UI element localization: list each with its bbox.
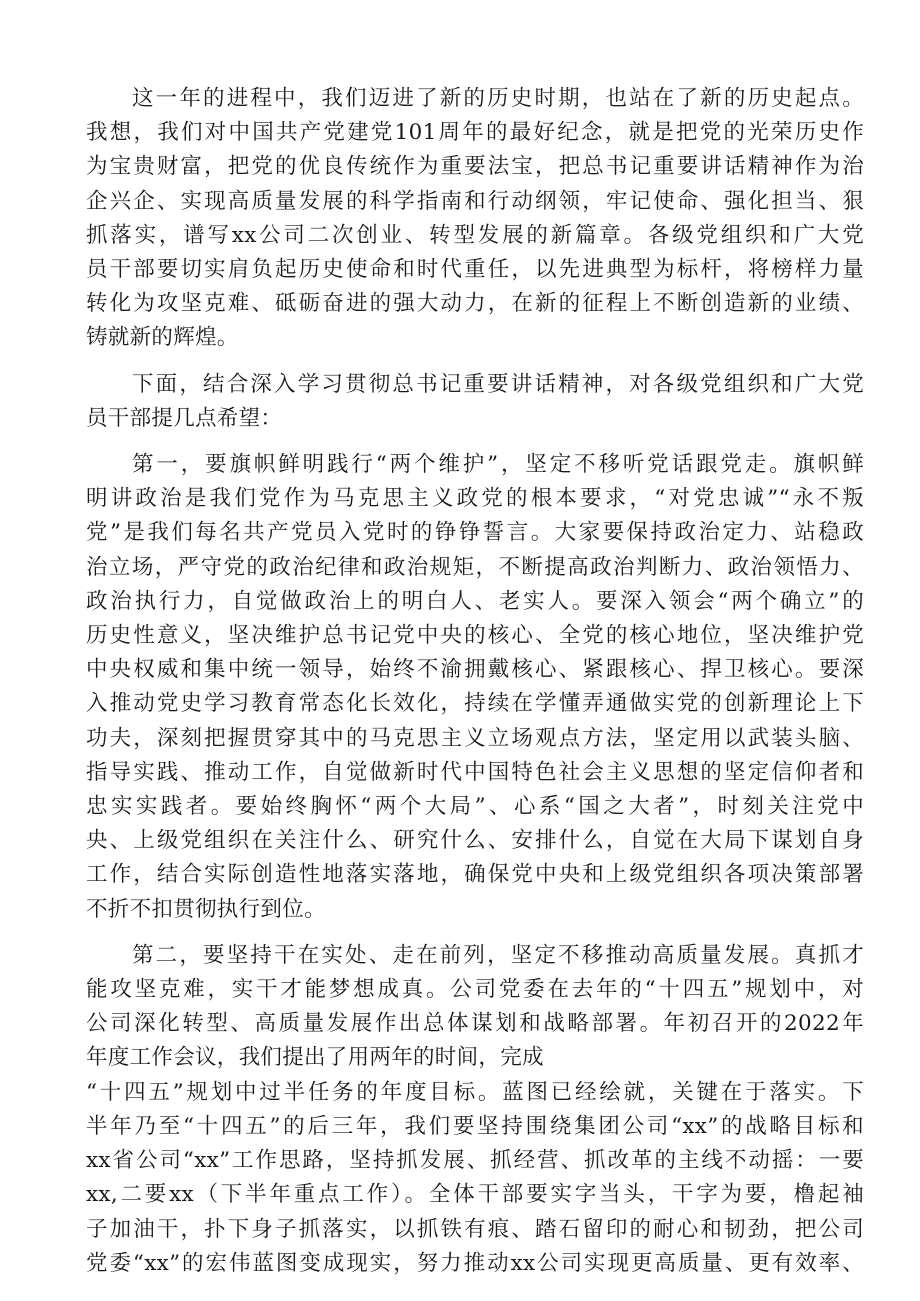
text-line: 企兴企、实现高质量发展的科学指南和行动纲领，牢记使命、强化担当、狠	[86, 188, 864, 214]
text-line: 明讲政治是我们党作为马克思主义政党的根本要求，“对党忠诚”“永不叛	[86, 486, 864, 512]
paragraph-closing-reflection	[86, 82, 864, 356]
text-line: 治立场，严守党的政治纪律和政治规矩，不断提高政治判断力、政治领悟力、	[86, 554, 864, 580]
text-line: 员干部提几点希望：	[86, 405, 283, 431]
text-line: 铸就新的辉煌。	[86, 325, 239, 351]
text-line: 为宝贵财富，把党的优良传统作为重要法宝，把总书记重要讲话精神作为治	[86, 154, 864, 180]
text-line: 党”是我们每名共产党员入党时的铮铮誓言。大家要保持政治定力、站稳政	[86, 520, 864, 546]
text-line: xx省公司“xx”工作思路，坚持抓发展、抓经营、抓改革的主线不动摇：一要	[86, 1148, 864, 1174]
text-line: 指导实践、推动工作，自觉做新时代中国特色社会主义思想的坚定信仰者和	[86, 759, 864, 785]
paragraph-point-two	[86, 939, 864, 1281]
text-line: 忠实实践者。要始终胸怀“两个大局”、心系“国之大者”，时刻关注党中	[86, 794, 864, 820]
text-line: 年度工作会议，我们提出了用两年的时间，完成	[86, 1045, 544, 1071]
text-line: 不折不扣贯彻执行到位。	[86, 896, 326, 922]
text-line: 党委“xx”的宏伟蓝图变成现实，努力推动xx公司实现更高质量、更有效率、	[86, 1250, 864, 1276]
text-line: 第二，要坚持干在实处、走在前列，坚定不移推动高质量发展。真抓才	[132, 942, 864, 968]
text-line: 抓落实，谱写xx公司二次创业、转型发展的新篇章。各级党组织和广大党	[86, 222, 864, 248]
text-line: 我想，我们对中国共产党建党101周年的最好纪念，就是把党的光荣历史作	[86, 120, 864, 146]
paragraph-point-one	[86, 448, 864, 927]
text-line: 历史性意义，坚决维护总书记党中央的核心、全党的核心地位，坚决维护党	[86, 623, 864, 649]
text-line: 公司深化转型、高质量发展作出总体谋划和战略部署。年初召开的2022年	[86, 1011, 864, 1037]
text-line: 第一，要旗帜鲜明践行“两个维护”，坚定不移听党话跟党走。旗帜鲜	[132, 452, 864, 478]
text-line: 央、上级党组织在关注什么、研究什么、安排什么，自觉在大局下谋划自身	[86, 828, 864, 854]
text-line: 下面，结合深入学习贯彻总书记重要讲话精神，对各级党组织和广大党	[132, 371, 864, 397]
text-line: 功夫，深刻把握贯穿其中的马克思主义立场观点方法，坚定用以武装头脑、	[86, 725, 864, 751]
text-line: 工作，结合实际创造性地落实落地，确保党中央和上级党组织各项决策部署	[86, 862, 864, 888]
text-line: 政治执行力，自觉做政治上的明白人、老实人。要深入领会“两个确立”的	[86, 588, 864, 614]
text-line: 能攻坚克难，实干才能梦想成真。公司党委在去年的“十四五”规划中，对	[86, 977, 864, 1003]
text-line: 半年乃至“十四五”的后三年，我们要坚持围绕集团公司“xx”的战略目标和	[86, 1113, 864, 1139]
text-line: 转化为攻坚克难、砥砺奋进的强大动力，在新的征程上不断创造新的业绩、	[86, 291, 864, 317]
document-page	[86, 82, 864, 1293]
text-line: “十四五”规划中过半任务的年度目标。蓝图已经绘就，关键在于落实。下	[86, 1079, 864, 1105]
paragraph-introduction	[86, 368, 864, 436]
text-line: 入推动党史学习教育常态化长效化，持续在学懂弄通做实党的创新理论上下	[86, 691, 864, 717]
text-line: 员干部要切实肩负起历史使命和时代重任，以先进典型为标杆，将榜样力量	[86, 257, 864, 283]
text-line: 中央权威和集中统一领导，始终不渝拥戴核心、紧跟核心、捍卫核心。要深	[86, 657, 864, 683]
text-line: xx,二要xx（下半年重点工作）。全体干部要实字当头，干字为要，橹起袖	[86, 1182, 864, 1208]
text-line: 这一年的进程中，我们迈进了新的历史时期，也站在了新的历史起点。	[132, 86, 864, 111]
text-line: 子加油干，扑下身子抓落实，以抓铁有痕、踏石留印的耐心和韧劲，把公司	[86, 1216, 864, 1242]
